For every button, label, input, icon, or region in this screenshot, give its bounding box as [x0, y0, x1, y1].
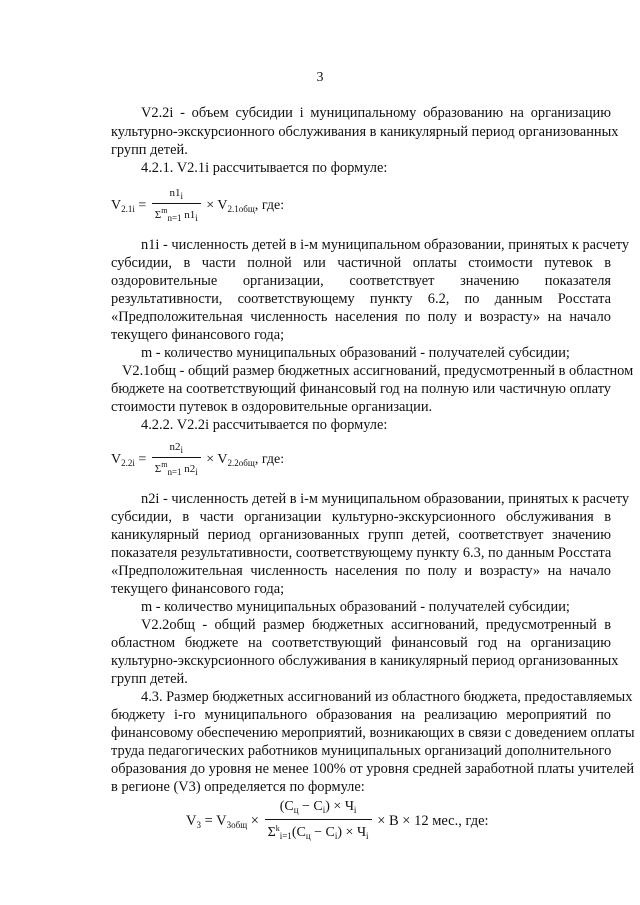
text-line: финансовому обеспечению мероприятий, возникающих в связи с доведением оплаты	[111, 725, 635, 741]
text-line: 4.3. Размер бюджетных ассигнований из областного бюджета, предоставляемых	[141, 689, 633, 705]
text-line: культурно-экскурсионного обслуживания в каникулярный период организованных	[111, 124, 619, 140]
text-line: 4.2.1. V2.1i рассчитывается по формуле:	[141, 160, 388, 176]
text-line: V2.2i - объем субсидии i муниципальному образованию на организацию	[141, 105, 611, 121]
text-line: «Предположительная численность населения по полу и возрасту» на начало	[111, 563, 611, 579]
text-line: бюджету i-го муниципального образования на реализацию мероприятий по	[111, 707, 611, 723]
text-line: образования до уровня не менее 100% от уровня средней заработной платы учителей	[111, 761, 635, 777]
text-line: областном бюджете на соответствующий финансовый год на организацию	[111, 635, 611, 651]
formula-v22: $V_{2.2i}$ = $\frac{n2_i}{\Sigma^m_{n=1} n2_i}$ × $V_{2.2общ}$, где:	[111, 441, 285, 477]
text-line: «Предположительная численность населения по полу и возрасту» на начало	[111, 309, 611, 325]
page-number: 3	[316, 70, 324, 85]
text-line: n2i - численность детей в i-м муниципальном образовании, принятых к расчету	[141, 491, 630, 507]
text-line: групп детей.	[111, 142, 188, 158]
text-line: n1i - численность детей в i-м муниципальном образовании, принятых к расчету	[141, 237, 630, 253]
text-line: каникулярный период организованных групп детей, соответствует значению	[111, 527, 611, 543]
text-line: результативности, соответствующему пункту 6.2, по данным Росстата	[111, 291, 611, 307]
text-line: V2.1общ - общий размер бюджетных ассигнований, предусмотренный в областном	[122, 363, 634, 379]
text-line: культурно-экскурсионного обслуживания в каникулярный период организованных	[111, 653, 619, 669]
text-line: субсидии, в части организации культурно-экскурсионного обслуживания в	[111, 509, 611, 525]
text-line: в регионе (V3) определяется по формуле:	[111, 779, 365, 795]
text-line: V2.2общ - общий размер бюджетных ассигнований, предусмотренный в	[141, 617, 611, 633]
formula-v3: $V_3 = V_{3общ}$ × $\frac{(С_ц - С_i) \times Ч_i}{\Sigma^k_{i=1}(С_ц - С_i) \times Ч_i}$ × В × 12 мес., где:	[186, 799, 489, 841]
text-line: m - количество муниципальных образований - получателей субсидии;	[141, 599, 570, 615]
text-line: показателя результативности, соответствующему пункту 6.3, по данным Росстата	[111, 545, 612, 561]
text-line: m - количество муниципальных образований - получателей субсидии;	[141, 345, 570, 361]
text-line: 4.2.2. V2.2i рассчитывается по формуле:	[141, 417, 388, 433]
text-line: субсидии, в части полной или частичной оплаты стоимости путевок в	[111, 255, 611, 271]
text-line: текущего финансового года;	[111, 327, 285, 343]
text-line: бюджете на соответствующий финансовый год на полную или частичную оплату	[111, 381, 611, 397]
formula-v21: $V_{2.1i}$ = $\frac{n1_i}{\Sigma^m_{n=1} n1_i}$ × $V_{2.1общ}$, где:	[111, 187, 285, 223]
text-line: текущего финансового года;	[111, 581, 285, 597]
text-line: групп детей.	[111, 671, 188, 687]
text-line: труда педагогических работников муниципальных организаций дополнительного	[111, 743, 612, 759]
text-line: оздоровительные организации, соответствует значению показателя	[111, 273, 611, 289]
text-line: стоимости путевок в оздоровительные организации.	[111, 399, 433, 415]
